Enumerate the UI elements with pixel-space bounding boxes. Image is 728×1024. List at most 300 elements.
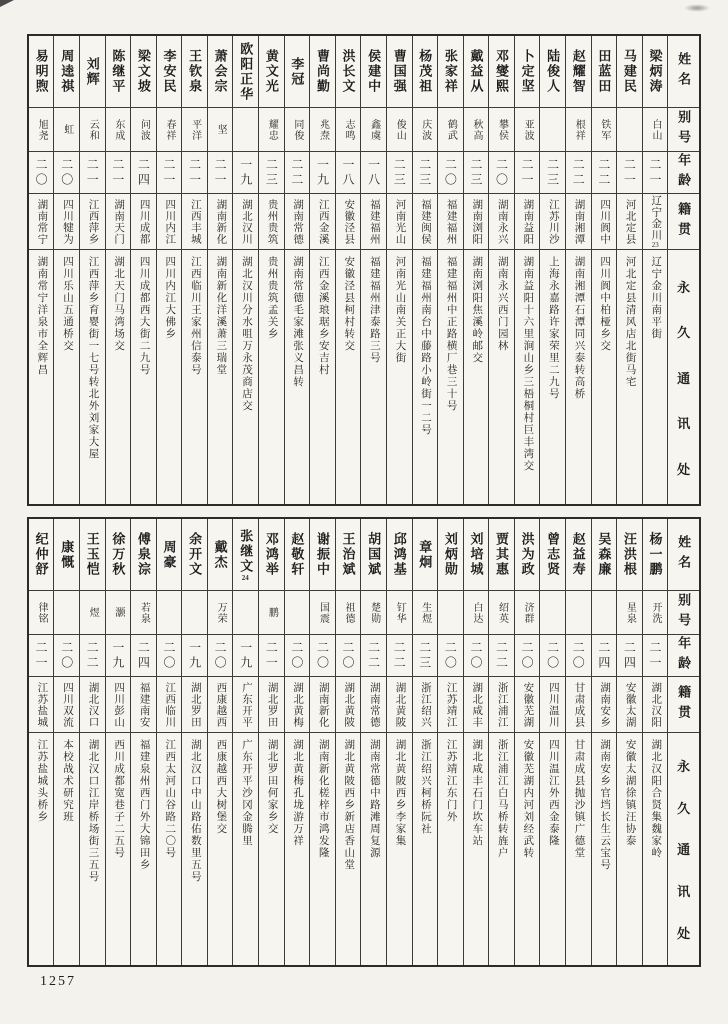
entry-address-text: 安徽芜湖内河刘经武转 — [522, 739, 534, 859]
entry-origin-text: 湖北黄梅 — [292, 681, 304, 728]
entry-origin — [617, 677, 642, 733]
entry-name — [438, 519, 463, 591]
header-address-char: 处 — [677, 461, 691, 477]
entry-address — [182, 733, 207, 965]
entry-column — [207, 519, 233, 965]
entry-alias — [361, 591, 386, 635]
entry-age — [54, 635, 79, 677]
entry-name — [285, 36, 310, 108]
entry-age-text: 二一 — [213, 157, 228, 188]
entry-name — [29, 519, 54, 591]
entry-address — [157, 250, 182, 504]
entry-address — [131, 250, 156, 504]
entry-address-text: 湖北汉川分水咀万永茂商店交 — [240, 256, 252, 412]
entry-alias — [182, 108, 207, 152]
entry-age-text: 二四 — [136, 157, 151, 188]
register-table-top — [27, 34, 701, 506]
entry-age — [157, 635, 182, 677]
entry-age-text: 二二 — [571, 157, 586, 188]
entry-column — [53, 36, 79, 504]
entry-age — [259, 152, 284, 194]
entry-address-text: 湖北罗田何家乡交 — [266, 739, 278, 835]
entry-name-text: 王治斌 — [340, 532, 356, 577]
header-address-char: 久 — [677, 800, 691, 816]
entry-age — [310, 635, 335, 677]
entry-age — [182, 152, 207, 194]
entry-alias-text: 庆波 — [419, 118, 431, 141]
entry-origin — [361, 677, 386, 733]
entry-address-text: 四川成都西大街二九号 — [138, 256, 150, 376]
entry-address-text: 本校战术研究班 — [61, 739, 73, 823]
entry-age-text: 二〇 — [494, 157, 509, 188]
entry-age — [540, 152, 565, 194]
entry-name — [617, 36, 642, 108]
entry-address — [80, 250, 105, 504]
entry-column — [463, 36, 489, 504]
entry-column — [437, 36, 463, 504]
entry-age — [464, 152, 489, 194]
entry-origin — [259, 194, 284, 250]
entry-origin — [208, 194, 233, 250]
entry-column — [412, 519, 438, 965]
header-address-char: 讯 — [677, 884, 691, 900]
entry-name — [592, 36, 617, 108]
entry-age — [387, 635, 412, 677]
entry-column — [156, 519, 182, 965]
entry-origin-text: 湖北罗田 — [189, 681, 201, 728]
entry-column — [565, 36, 591, 504]
entry-address — [310, 250, 335, 504]
entry-age — [182, 635, 207, 677]
entry-address — [208, 733, 233, 965]
entry-age — [131, 152, 156, 194]
entry-alias — [233, 108, 258, 152]
entry-origin-text: 江苏川沙 — [547, 198, 559, 245]
entry-origin — [540, 677, 565, 733]
entry-name — [464, 36, 489, 108]
entry-name-text: 刘培城 — [468, 532, 484, 577]
entry-alias — [515, 591, 540, 635]
entry-address — [208, 250, 233, 504]
entry-address-text: 辽宁金川南平街 — [650, 256, 662, 340]
entry-name-text: 侯建中 — [366, 49, 382, 94]
entry-origin-text: 贵州贵筑 — [266, 198, 278, 245]
entry-name — [336, 519, 361, 591]
entry-age-text: 二一 — [647, 157, 662, 188]
entry-name-text: 周豪 — [161, 539, 177, 570]
entry-address-text: 四川内江大佛乡 — [164, 256, 176, 340]
entry-origin-text: 江苏盐城 — [36, 681, 48, 728]
entry-origin — [617, 194, 642, 250]
entry-age — [592, 152, 617, 194]
entry-alias — [285, 591, 310, 635]
entry-name — [106, 519, 131, 591]
entry-address — [566, 250, 591, 504]
entry-age — [387, 152, 412, 194]
entry-origin — [643, 194, 668, 250]
entry-age — [310, 152, 335, 194]
register-table-bottom — [27, 517, 701, 967]
entry-origin-text: 江西萍乡 — [87, 198, 99, 245]
entry-name — [413, 36, 438, 108]
entry-alias-text: 平洋 — [189, 118, 201, 141]
entry-name-text: 胡国斌 — [366, 532, 382, 577]
entry-address — [643, 250, 668, 504]
entry-origin — [131, 677, 156, 733]
entry-name — [540, 519, 565, 591]
entry-origin — [540, 194, 565, 250]
entry-origin-text: 四川犍为 — [61, 198, 73, 245]
entry-alias — [106, 108, 131, 152]
entry-name-text: 邓鸿举 — [263, 532, 279, 577]
entry-name-text: 陈继平 — [110, 49, 126, 94]
entry-address — [259, 250, 284, 504]
entry-name — [515, 36, 540, 108]
entry-column — [207, 36, 233, 504]
entry-origin — [54, 677, 79, 733]
entry-age-text: 二〇 — [59, 157, 74, 188]
entry-age — [413, 635, 438, 677]
entry-column — [79, 519, 105, 965]
entry-alias-text: 志鸣 — [343, 118, 355, 141]
entry-name-text: 马建民 — [621, 49, 637, 94]
entry-origin-text: 福建闽侯 — [420, 198, 432, 245]
entry-address-text: 湖南永兴西门园林 — [496, 256, 508, 352]
entry-alias — [464, 108, 489, 152]
entry-address — [489, 733, 514, 965]
entry-age — [643, 152, 668, 194]
entry-address-text: 湖南新化洋溪萧三瑞堂 — [215, 256, 227, 376]
entry-origin-note: 23 — [651, 241, 659, 249]
entry-address — [54, 250, 79, 504]
entry-alias-text: 绍英 — [496, 601, 508, 624]
entry-origin-text: 河北定县 — [624, 198, 636, 245]
entry-origin-text: 西康越西 — [215, 681, 227, 728]
header-address-char: 讯 — [677, 416, 691, 431]
entry-name — [489, 519, 514, 591]
entry-alias — [592, 591, 617, 635]
entry-age-text: 二三 — [545, 157, 560, 188]
entry-alias — [157, 591, 182, 635]
entry-column — [463, 519, 489, 965]
entry-age — [489, 635, 514, 677]
entry-age-text: 一八 — [341, 157, 356, 188]
entry-column — [309, 36, 335, 504]
entry-age-text: 二三 — [417, 157, 432, 188]
entry-origin-text: 四川双流 — [61, 681, 73, 728]
entry-alias-text: 根祥 — [573, 118, 585, 141]
scan-corner-artifact — [0, 0, 14, 7]
header-address-text — [668, 250, 699, 504]
entry-alias-text: 楚勋 — [368, 601, 380, 624]
entry-address — [29, 250, 54, 504]
entry-age — [617, 635, 642, 677]
entry-address — [29, 733, 54, 965]
header-column — [667, 519, 699, 965]
entry-name — [233, 36, 258, 108]
entry-column — [514, 519, 540, 965]
entry-origin-text: 湖南新化 — [317, 681, 329, 728]
entry-address-text: 福建福州南台中藤路小岭街一二号 — [420, 256, 432, 436]
entry-name-text: 曹国强 — [391, 49, 407, 94]
entry-alias — [131, 108, 156, 152]
entry-origin — [489, 677, 514, 733]
entry-address — [361, 733, 386, 965]
entry-address — [182, 250, 207, 504]
header-age — [668, 635, 699, 677]
entry-alias — [310, 591, 335, 635]
entry-column — [181, 519, 207, 965]
entry-alias — [643, 591, 668, 635]
entry-address — [285, 733, 310, 965]
entry-name-text: 杨一鹏 — [647, 532, 663, 577]
entry-alias — [617, 591, 642, 635]
entry-alias-text: 问波 — [138, 118, 150, 141]
entry-name — [157, 519, 182, 591]
entry-origin-text: 河南光山 — [394, 198, 406, 245]
entry-address — [336, 733, 361, 965]
entry-name — [643, 36, 668, 108]
entry-name-text: 李冠 — [289, 56, 305, 87]
header-origin-text: 籍贯 — [676, 201, 692, 242]
entry-address — [413, 250, 438, 504]
entry-alias-text: 万荣 — [215, 601, 227, 624]
entry-age-text: 二三 — [392, 157, 407, 188]
entry-age-text: 二三 — [417, 640, 432, 671]
header-address-char: 久 — [677, 325, 691, 340]
entry-name-text: 张继文24 — [238, 528, 254, 582]
entry-address — [464, 733, 489, 965]
entry-column — [29, 519, 54, 965]
entry-origin-text: 浙江绍兴 — [420, 681, 432, 728]
entry-column — [412, 36, 438, 504]
entry-origin-text: 四川成都 — [138, 198, 150, 245]
entry-age-text: 二一 — [647, 640, 662, 671]
entry-name — [464, 519, 489, 591]
entry-column — [284, 36, 310, 504]
entry-age — [259, 635, 284, 677]
page-number: 1257 — [40, 974, 76, 989]
entry-alias — [540, 108, 565, 152]
entry-name-text: 王钦泉 — [187, 49, 203, 94]
entry-name — [182, 519, 207, 591]
entry-origin-text: 湖南天门 — [113, 198, 125, 245]
entry-alias — [233, 591, 258, 635]
entry-origin — [413, 677, 438, 733]
entry-age-text: 二二 — [596, 157, 611, 188]
entry-age — [208, 635, 233, 677]
entry-name-text: 易明煦 — [33, 49, 49, 94]
entry-alias-text: 星泉 — [624, 601, 636, 624]
entry-column — [181, 36, 207, 504]
entry-age — [54, 152, 79, 194]
entry-name-text: 卜定坚 — [519, 49, 535, 94]
header-origin — [668, 194, 699, 250]
entry-age — [80, 152, 105, 194]
entry-name-text: 赵益寿 — [570, 532, 586, 577]
entry-name — [592, 519, 617, 591]
entry-name-text: 赵耀智 — [570, 49, 586, 94]
entry-origin — [336, 194, 361, 250]
entry-origin-text: 湖南常宁 — [36, 198, 48, 245]
entry-name-text: 刘炳勋 — [442, 532, 458, 577]
entry-age — [361, 152, 386, 194]
entry-address — [233, 733, 258, 965]
entry-column — [514, 36, 540, 504]
entry-address-text: 四川乐山五通桥交 — [61, 256, 73, 352]
entry-column — [232, 519, 258, 965]
entry-origin-text: 湖南新化 — [215, 198, 227, 245]
entry-alias — [438, 108, 463, 152]
entry-origin-text: 四川阆中 — [599, 198, 611, 245]
entry-age-text: 二一 — [622, 157, 637, 188]
entry-name-text: 邱鸿基 — [391, 532, 407, 577]
entry-address-text: 湖南常德毛家滩张义昌转 — [292, 256, 304, 388]
entry-column — [79, 36, 105, 504]
entry-age-text: 二〇 — [545, 640, 560, 671]
entry-address — [617, 733, 642, 965]
entry-origin-text: 甘肃成县 — [573, 681, 585, 728]
entry-origin — [54, 194, 79, 250]
entry-name — [259, 519, 284, 591]
entry-age-text: 二一 — [187, 157, 202, 188]
entry-name-text: 戴益从 — [468, 49, 484, 94]
entry-name — [413, 519, 438, 591]
entry-column — [616, 519, 642, 965]
entry-address — [464, 250, 489, 504]
entry-age — [29, 152, 54, 194]
entry-address — [592, 733, 617, 965]
entry-origin — [182, 677, 207, 733]
entry-alias — [489, 591, 514, 635]
entry-origin-text: 安徽太湖 — [624, 681, 636, 728]
entry-age-text: 二一 — [162, 157, 176, 188]
entry-name — [643, 519, 668, 591]
entry-address — [643, 733, 668, 965]
entry-origin — [208, 677, 233, 733]
entry-age-text: 二一 — [520, 157, 535, 188]
entry-address — [540, 733, 565, 965]
entry-name — [80, 519, 105, 591]
entry-address-text: 江苏靖江东门外 — [445, 739, 457, 823]
header-alias — [668, 108, 699, 152]
entry-address-text: 西川成都宽巷子二五号 — [113, 739, 125, 859]
entry-column — [130, 36, 156, 504]
entry-address-text: 湖北天门马湾场交 — [113, 256, 125, 352]
entry-column — [488, 36, 514, 504]
entry-name-text: 曹尚勤 — [314, 49, 330, 94]
entry-alias — [208, 108, 233, 152]
entry-age — [413, 152, 438, 194]
entry-origin — [515, 677, 540, 733]
entry-name-text: 谢振中 — [314, 532, 330, 577]
entry-address-text: 福建泉州西门外大锦田乡 — [138, 739, 150, 871]
entry-name — [157, 36, 182, 108]
entry-alias-text: 祖德 — [343, 601, 355, 624]
entry-name-text: 田蓝田 — [596, 49, 612, 94]
entry-address-text: 湖北黄陂西乡新店香山堂 — [343, 739, 355, 871]
entry-origin-text: 广东开平 — [240, 681, 252, 728]
entry-alias-text: 鑫虞 — [368, 118, 380, 141]
entry-column — [130, 519, 156, 965]
header-address — [668, 250, 699, 504]
entry-name-text: 赵敬轩 — [289, 532, 305, 577]
entry-age — [106, 152, 131, 194]
entry-age — [566, 152, 591, 194]
entry-alias — [515, 108, 540, 152]
entry-age — [157, 152, 182, 194]
entry-origin-text: 江西丰城 — [189, 198, 201, 245]
entry-address — [310, 733, 335, 965]
entry-origin-text: 湖南湘潭 — [573, 198, 585, 245]
entry-column — [488, 519, 514, 965]
entry-origin-text: 四川彭山 — [113, 681, 125, 728]
entry-name-text: 余开文 — [187, 532, 203, 577]
entry-age-text: 一九 — [238, 640, 253, 671]
entry-alias — [29, 108, 54, 152]
entry-address-text: 湖南安乡官垱长生云宝号 — [599, 739, 611, 871]
entry-age — [515, 152, 540, 194]
entry-address — [80, 733, 105, 965]
entry-alias-text: 白达 — [470, 601, 482, 624]
entry-column — [105, 36, 131, 504]
entry-alias-text: 生煜 — [419, 601, 431, 624]
entry-origin — [131, 194, 156, 250]
entry-origin — [29, 194, 54, 250]
entry-origin — [80, 194, 105, 250]
entry-name-text: 李安民 — [161, 49, 177, 94]
entry-address-text: 江西萍乡育婴街一七号转北外刘家大屋 — [87, 256, 99, 460]
entry-alias — [157, 108, 182, 152]
entry-name — [387, 36, 412, 108]
entry-address — [233, 250, 258, 504]
entry-age-text: 二四 — [596, 640, 611, 671]
entry-origin-text: 四川内江 — [164, 198, 176, 245]
entry-name — [106, 36, 131, 108]
entry-alias — [80, 108, 105, 152]
entry-origin-text: 湖北咸丰 — [471, 681, 483, 728]
entry-alias-text: 坚 — [215, 124, 227, 135]
entry-name-text: 张家祥 — [442, 49, 458, 94]
entry-origin-text: 浙江浦江 — [496, 681, 508, 728]
entry-column — [53, 519, 79, 965]
header-address-char: 永 — [677, 279, 691, 295]
entry-age — [208, 152, 233, 194]
entry-address-text: 河南光山南关正大街 — [394, 256, 406, 364]
entry-name — [80, 36, 105, 108]
entry-name-text: 贾其惠 — [494, 532, 510, 577]
entry-alias — [540, 591, 565, 635]
entry-origin — [515, 194, 540, 250]
entry-age-text: 二〇 — [315, 640, 330, 671]
entry-origin — [106, 194, 131, 250]
entry-alias — [489, 108, 514, 152]
entry-name-text: 邓燮熙 — [494, 49, 510, 94]
entry-origin-text: 安徽芜湖 — [522, 681, 534, 728]
entry-address — [489, 250, 514, 504]
entry-alias — [413, 591, 438, 635]
entry-age-text: 二三 — [264, 157, 279, 188]
entry-column — [642, 36, 668, 504]
entry-address-text: 西康越西大树堡交 — [215, 739, 227, 835]
header-address-char: 通 — [677, 370, 691, 386]
entry-name — [208, 519, 233, 591]
entry-name — [310, 36, 335, 108]
entry-column — [258, 519, 284, 965]
entry-age — [566, 635, 591, 677]
entry-name — [515, 519, 540, 591]
entry-column — [258, 36, 284, 504]
